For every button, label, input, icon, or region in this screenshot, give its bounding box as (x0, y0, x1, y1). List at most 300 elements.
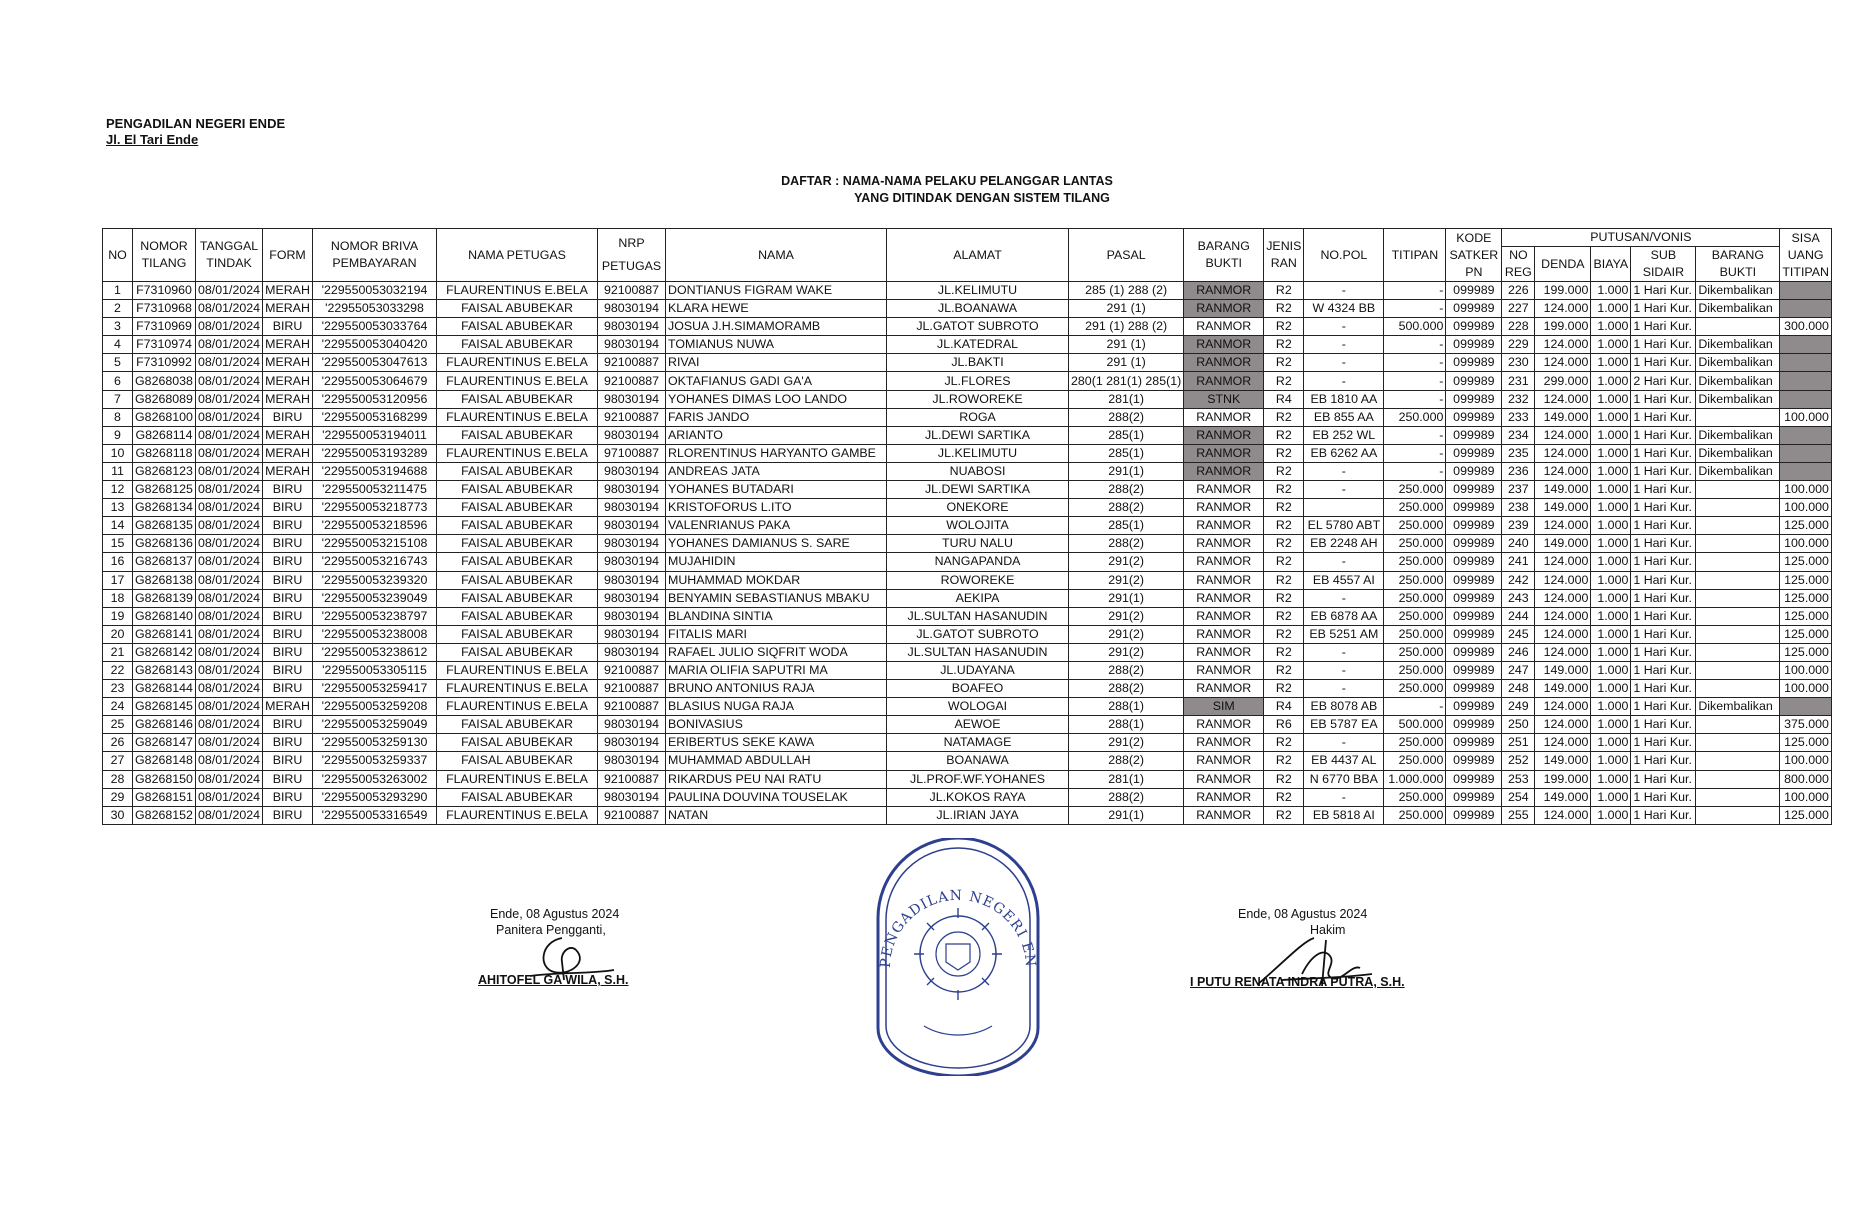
cell-nrp: 92100887 (598, 354, 666, 372)
cell-titipan: 250.000 (1384, 408, 1446, 426)
cell-form: BIRU (263, 680, 313, 698)
cell-bb (1696, 788, 1780, 806)
cell-no: 6 (103, 372, 133, 390)
cell-pasal: 291(2) (1069, 625, 1184, 643)
cell-jenis: R2 (1264, 589, 1304, 607)
cell-briva: '22955053033298 (313, 300, 437, 318)
cell-alamat: BOAFEO (887, 680, 1069, 698)
cell-tgl: 08/01/2024 (196, 535, 263, 553)
cell-nama: FARIS JANDO (666, 408, 887, 426)
cell-jenis: R2 (1264, 336, 1304, 354)
cell-tilang: G8268148 (133, 752, 196, 770)
cell-kode: 099989 (1446, 698, 1502, 716)
cell-nopol: - (1304, 553, 1384, 571)
cell-bukti: RANMOR (1184, 661, 1264, 679)
cell-no: 21 (103, 643, 133, 661)
cell-petugas: FAISAL ABUBEKAR (437, 625, 598, 643)
cell-sisa: 125.000 (1780, 734, 1832, 752)
table-row (103, 499, 1832, 517)
cell-bukti: RANMOR (1184, 426, 1264, 444)
cell-jenis: R2 (1264, 571, 1304, 589)
cell-nrp: 92100887 (598, 770, 666, 788)
cell-nopol: EB 6262 AA (1304, 444, 1384, 462)
cell-tilang: G8268089 (133, 390, 196, 408)
cell-form: MERAH (263, 300, 313, 318)
cell-sub: 1 Hari Kur. (1631, 354, 1696, 372)
cell-petugas: FAISAL ABUBEKAR (437, 734, 598, 752)
cell-nopol: - (1304, 372, 1384, 390)
cell-nrp: 98030194 (598, 517, 666, 535)
cell-nopol: EB 5818 AI (1304, 806, 1384, 824)
cell-nrp: 98030194 (598, 788, 666, 806)
cell-kode: 099989 (1446, 607, 1502, 625)
cell-form: BIRU (263, 770, 313, 788)
document-title (0, 173, 1874, 207)
cell-denda: 149.000 (1535, 535, 1591, 553)
cell-petugas: FAISAL ABUBEKAR (437, 535, 598, 553)
header-no: NO (103, 229, 133, 282)
cell-bukti: RANMOR (1184, 354, 1264, 372)
table-row (103, 354, 1832, 372)
table-row (103, 390, 1832, 408)
cell-no: 29 (103, 788, 133, 806)
cell-nama: BLANDINA SINTIA (666, 607, 887, 625)
cell-tilang: G8268140 (133, 607, 196, 625)
cell-denda: 124.000 (1535, 336, 1591, 354)
cell-alamat: WOLOJITA (887, 517, 1069, 535)
cell-form: MERAH (263, 462, 313, 480)
cell-titipan: - (1384, 462, 1446, 480)
cell-bukti: SIM (1184, 698, 1264, 716)
cell-jenis: R2 (1264, 680, 1304, 698)
cell-petugas: FLAURENTINUS E.BELA (437, 661, 598, 679)
cell-form: MERAH (263, 390, 313, 408)
table-row (103, 788, 1832, 806)
cell-bukti: RANMOR (1184, 770, 1264, 788)
cell-nrp: 98030194 (598, 300, 666, 318)
cell-kode: 099989 (1446, 408, 1502, 426)
cell-tgl: 08/01/2024 (196, 734, 263, 752)
cell-briva: '229550053040420 (313, 336, 437, 354)
cell-petugas: FAISAL ABUBEKAR (437, 462, 598, 480)
cell-briva: '229550053120956 (313, 390, 437, 408)
header-kode-satker: KODE SATKER PN (1446, 229, 1502, 282)
cell-pasal: 291(2) (1069, 607, 1184, 625)
cell-bukti: RANMOR (1184, 372, 1264, 390)
cell-biaya: 1.000 (1591, 752, 1631, 770)
cell-alamat: JL.KOKOS RAYA (887, 788, 1069, 806)
cell-nama: VALENRIANUS PAKA (666, 517, 887, 535)
cell-tgl: 08/01/2024 (196, 770, 263, 788)
cell-bukti: RANMOR (1184, 752, 1264, 770)
cell-petugas: FLAURENTINUS E.BELA (437, 408, 598, 426)
cell-sub: 1 Hari Kur. (1631, 680, 1696, 698)
cell-biaya: 1.000 (1591, 625, 1631, 643)
cell-alamat: JL.DEWI SARTIKA (887, 481, 1069, 499)
cell-bukti: RANMOR (1184, 716, 1264, 734)
header-nopol: NO.POL (1304, 229, 1384, 282)
cell-alamat: JL.SULTAN HASANUDIN (887, 643, 1069, 661)
cell-form: BIRU (263, 481, 313, 499)
cell-titipan: 250.000 (1384, 643, 1446, 661)
cell-bb (1696, 517, 1780, 535)
cell-tgl: 08/01/2024 (196, 698, 263, 716)
cell-tgl: 08/01/2024 (196, 643, 263, 661)
cell-sub: 1 Hari Kur. (1631, 390, 1696, 408)
cell-kode: 099989 (1446, 752, 1502, 770)
cell-briva: '229550053239049 (313, 589, 437, 607)
cell-denda: 124.000 (1535, 607, 1591, 625)
cell-sub: 1 Hari Kur. (1631, 752, 1696, 770)
cell-form: BIRU (263, 499, 313, 517)
cell-sub: 1 Hari Kur. (1631, 661, 1696, 679)
cell-form: BIRU (263, 661, 313, 679)
cell-nama: RIVAI (666, 354, 887, 372)
cell-kode: 099989 (1446, 462, 1502, 480)
cell-biaya: 1.000 (1591, 716, 1631, 734)
cell-alamat: JL.FLORES (887, 372, 1069, 390)
cell-reg: 248 (1502, 680, 1535, 698)
cell-nama: ERIBERTUS SEKE KAWA (666, 734, 887, 752)
cell-kode: 099989 (1446, 680, 1502, 698)
cell-titipan: - (1384, 444, 1446, 462)
header-biaya: BIAYA (1591, 247, 1631, 282)
cell-form: MERAH (263, 426, 313, 444)
cell-no: 13 (103, 499, 133, 517)
cell-no: 19 (103, 607, 133, 625)
header-sub-sidair: SUB SIDAIR (1631, 247, 1696, 282)
cell-jenis: R2 (1264, 535, 1304, 553)
cell-kode: 099989 (1446, 661, 1502, 679)
cell-form: BIRU (263, 517, 313, 535)
cell-petugas: FAISAL ABUBEKAR (437, 390, 598, 408)
cell-tgl: 08/01/2024 (196, 716, 263, 734)
cell-denda: 149.000 (1535, 680, 1591, 698)
cell-pasal: 288(2) (1069, 680, 1184, 698)
header-nrp-top: NRP (618, 236, 645, 250)
cell-sub: 1 Hari Kur. (1631, 788, 1696, 806)
cell-biaya: 1.000 (1591, 535, 1631, 553)
cell-no: 15 (103, 535, 133, 553)
cell-jenis: R2 (1264, 806, 1304, 824)
signature-right (1190, 906, 1405, 990)
cell-no: 20 (103, 625, 133, 643)
cell-alamat: JL.UDAYANA (887, 661, 1069, 679)
table-row (103, 408, 1832, 426)
cell-form: BIRU (263, 734, 313, 752)
cell-denda: 124.000 (1535, 444, 1591, 462)
cell-sisa (1780, 354, 1832, 372)
cell-biaya: 1.000 (1591, 318, 1631, 336)
cell-no: 14 (103, 517, 133, 535)
cell-reg: 241 (1502, 553, 1535, 571)
cell-jenis: R2 (1264, 354, 1304, 372)
cell-biaya: 1.000 (1591, 372, 1631, 390)
cell-biaya: 1.000 (1591, 444, 1631, 462)
cell-pasal: 288(1) (1069, 716, 1184, 734)
cell-nrp: 98030194 (598, 481, 666, 499)
cell-petugas: FAISAL ABUBEKAR (437, 517, 598, 535)
cell-jenis: R2 (1264, 499, 1304, 517)
cell-sub: 1 Hari Kur. (1631, 643, 1696, 661)
cell-tgl: 08/01/2024 (196, 788, 263, 806)
cell-form: MERAH (263, 282, 313, 300)
cell-pasal: 291(1) (1069, 806, 1184, 824)
cell-tilang: F7310969 (133, 318, 196, 336)
cell-nama: FITALIS MARI (666, 625, 887, 643)
cell-nrp: 98030194 (598, 752, 666, 770)
cell-biaya: 1.000 (1591, 426, 1631, 444)
cell-biaya: 1.000 (1591, 481, 1631, 499)
table-row (103, 589, 1832, 607)
cell-bukti: STNK (1184, 390, 1264, 408)
cell-pasal: 291 (1) (1069, 300, 1184, 318)
cell-bb (1696, 499, 1780, 517)
table-row (103, 680, 1832, 698)
cell-alamat: JL.BOANAWA (887, 300, 1069, 318)
cell-jenis: R4 (1264, 390, 1304, 408)
header-barang-bukti-vonis: BARANG BUKTI (1696, 247, 1780, 282)
cell-petugas: FLAURENTINUS E.BELA (437, 444, 598, 462)
signature-right-name: I PUTU RENATA INDRA PUTRA, S.H. (1190, 975, 1405, 989)
table-row (103, 517, 1832, 535)
cell-kode: 099989 (1446, 643, 1502, 661)
cell-nrp: 97100887 (598, 444, 666, 462)
cell-pasal: 285 (1) 288 (2) (1069, 282, 1184, 300)
cell-bb (1696, 661, 1780, 679)
cell-briva: '229550053032194 (313, 282, 437, 300)
cell-bukti: RANMOR (1184, 607, 1264, 625)
cell-titipan: 250.000 (1384, 625, 1446, 643)
cell-alamat: ROGA (887, 408, 1069, 426)
header-jenis-ran: JENIS RAN (1264, 229, 1304, 282)
cell-bb (1696, 481, 1780, 499)
cell-petugas: FAISAL ABUBEKAR (437, 788, 598, 806)
cell-nrp: 98030194 (598, 643, 666, 661)
cell-nrp: 98030194 (598, 462, 666, 480)
table-row (103, 806, 1832, 824)
cell-nopol: EB 6878 AA (1304, 607, 1384, 625)
cell-reg: 227 (1502, 300, 1535, 318)
cell-titipan: 250.000 (1384, 499, 1446, 517)
cell-titipan: 250.000 (1384, 734, 1446, 752)
cell-sisa: 125.000 (1780, 517, 1832, 535)
cell-no: 24 (103, 698, 133, 716)
cell-sisa (1780, 336, 1832, 354)
cell-nrp: 98030194 (598, 390, 666, 408)
cell-sisa (1780, 390, 1832, 408)
cell-nrp: 98030194 (598, 589, 666, 607)
header-putusan-vonis: PUTUSAN/VONIS (1502, 229, 1780, 247)
cell-jenis: R2 (1264, 752, 1304, 770)
cell-jenis: R2 (1264, 462, 1304, 480)
cell-jenis: R2 (1264, 770, 1304, 788)
cell-sisa: 125.000 (1780, 806, 1832, 824)
cell-tgl: 08/01/2024 (196, 282, 263, 300)
cell-tilang: G8268135 (133, 517, 196, 535)
cell-tilang: G8268114 (133, 426, 196, 444)
cell-no: 4 (103, 336, 133, 354)
cell-petugas: FLAURENTINUS E.BELA (437, 354, 598, 372)
cell-tilang: F7310968 (133, 300, 196, 318)
table-row (103, 462, 1832, 480)
cell-tilang: G8268134 (133, 499, 196, 517)
cell-tilang: G8268146 (133, 716, 196, 734)
cell-sisa: 125.000 (1780, 643, 1832, 661)
cell-sub: 1 Hari Kur. (1631, 300, 1696, 318)
cell-briva: '229550053259417 (313, 680, 437, 698)
cell-nrp: 98030194 (598, 553, 666, 571)
table-row (103, 625, 1832, 643)
cell-nrp: 98030194 (598, 734, 666, 752)
cell-sisa (1780, 372, 1832, 390)
cell-denda: 199.000 (1535, 770, 1591, 788)
cell-form: MERAH (263, 444, 313, 462)
cell-nama: ANDREAS JATA (666, 462, 887, 480)
cell-denda: 199.000 (1535, 282, 1591, 300)
cell-bb (1696, 716, 1780, 734)
cell-no: 8 (103, 408, 133, 426)
title-line-1: DAFTAR : NAMA-NAMA PELAKU PELANGGAR LANTAS (781, 174, 1113, 188)
cell-briva: '229550053218773 (313, 499, 437, 517)
cell-denda: 124.000 (1535, 698, 1591, 716)
cell-briva: '229550053316549 (313, 806, 437, 824)
cell-tilang: G8268139 (133, 589, 196, 607)
cell-reg: 245 (1502, 625, 1535, 643)
header-tanggal-tindak: TANGGAL TINDAK (196, 229, 263, 282)
cell-tgl: 08/01/2024 (196, 426, 263, 444)
cell-titipan: 250.000 (1384, 680, 1446, 698)
cell-jenis: R2 (1264, 444, 1304, 462)
cell-titipan: 250.000 (1384, 517, 1446, 535)
table-row (103, 607, 1832, 625)
table-row (103, 716, 1832, 734)
cell-biaya: 1.000 (1591, 661, 1631, 679)
cell-nrp: 98030194 (598, 318, 666, 336)
cell-nrp: 98030194 (598, 426, 666, 444)
cell-alamat: JL.SULTAN HASANUDIN (887, 607, 1069, 625)
cell-reg: 230 (1502, 354, 1535, 372)
cell-tgl: 08/01/2024 (196, 806, 263, 824)
cell-denda: 124.000 (1535, 390, 1591, 408)
cell-pasal: 291 (1) (1069, 336, 1184, 354)
cell-kode: 099989 (1446, 318, 1502, 336)
cell-biaya: 1.000 (1591, 553, 1631, 571)
cell-denda: 124.000 (1535, 426, 1591, 444)
cell-denda: 124.000 (1535, 354, 1591, 372)
table-row (103, 752, 1832, 770)
cell-jenis: R2 (1264, 318, 1304, 336)
cell-sub: 1 Hari Kur. (1631, 462, 1696, 480)
cell-sub: 1 Hari Kur. (1631, 589, 1696, 607)
cell-reg: 231 (1502, 372, 1535, 390)
cell-alamat: TURU NALU (887, 535, 1069, 553)
cell-sub: 1 Hari Kur. (1631, 336, 1696, 354)
cell-no: 25 (103, 716, 133, 734)
cell-denda: 124.000 (1535, 553, 1591, 571)
cell-tilang: G8268142 (133, 643, 196, 661)
cell-nopol: W 4324 BB (1304, 300, 1384, 318)
header-form: FORM (263, 229, 313, 282)
cell-no: 26 (103, 734, 133, 752)
cell-no: 23 (103, 680, 133, 698)
cell-sub: 1 Hari Kur. (1631, 806, 1696, 824)
cell-sisa: 125.000 (1780, 625, 1832, 643)
header-titipan: TITIPAN (1384, 229, 1446, 282)
cell-jenis: R2 (1264, 282, 1304, 300)
cell-denda: 299.000 (1535, 372, 1591, 390)
cell-no: 22 (103, 661, 133, 679)
cell-jenis: R2 (1264, 300, 1304, 318)
cell-no: 16 (103, 553, 133, 571)
cell-bukti: RANMOR (1184, 499, 1264, 517)
cell-sub: 1 Hari Kur. (1631, 535, 1696, 553)
cell-bb (1696, 589, 1780, 607)
header-barang-bukti: BARANG BUKTI (1184, 229, 1264, 282)
cell-tgl: 08/01/2024 (196, 499, 263, 517)
cell-sisa: 100.000 (1780, 788, 1832, 806)
cell-pasal: 285(1) (1069, 444, 1184, 462)
cell-pasal: 291(1) (1069, 462, 1184, 480)
cell-sub: 1 Hari Kur. (1631, 481, 1696, 499)
cell-bb (1696, 680, 1780, 698)
cell-nopol: - (1304, 462, 1384, 480)
cell-sisa: 100.000 (1780, 680, 1832, 698)
cell-briva: '229550053033764 (313, 318, 437, 336)
cell-denda: 199.000 (1535, 318, 1591, 336)
cell-jenis: R2 (1264, 625, 1304, 643)
cell-nopol: EB 252 WL (1304, 426, 1384, 444)
cell-petugas: FLAURENTINUS E.BELA (437, 282, 598, 300)
cell-nopol: N 6770 BBA (1304, 770, 1384, 788)
header-denda: DENDA (1535, 247, 1591, 282)
cell-bukti: RANMOR (1184, 444, 1264, 462)
cell-kode: 099989 (1446, 354, 1502, 372)
cell-bb (1696, 318, 1780, 336)
cell-briva: '229550053293290 (313, 788, 437, 806)
cell-nopol: - (1304, 661, 1384, 679)
cell-reg: 252 (1502, 752, 1535, 770)
cell-reg: 242 (1502, 571, 1535, 589)
cell-sisa (1780, 444, 1832, 462)
header-alamat: ALAMAT (887, 229, 1069, 282)
cell-bb: Dikembalikan (1696, 390, 1780, 408)
cell-pasal: 291 (1) (1069, 354, 1184, 372)
cell-reg: 250 (1502, 716, 1535, 734)
cell-nopol: - (1304, 481, 1384, 499)
cell-sub: 1 Hari Kur. (1631, 734, 1696, 752)
cell-briva: '229550053259130 (313, 734, 437, 752)
cell-kode: 099989 (1446, 390, 1502, 408)
cell-denda: 124.000 (1535, 643, 1591, 661)
cell-alamat: ROWOREKE (887, 571, 1069, 589)
cell-nama: MUHAMMAD MOKDAR (666, 571, 887, 589)
header-nomor-tilang: NOMOR TILANG (133, 229, 196, 282)
header-sisa-uang-titipan: SISA UANG TITIPAN (1780, 229, 1832, 282)
cell-jenis: R2 (1264, 661, 1304, 679)
cell-sisa: 125.000 (1780, 553, 1832, 571)
header-nrp-petugas (598, 229, 666, 282)
cell-kode: 099989 (1446, 734, 1502, 752)
cell-no: 2 (103, 300, 133, 318)
cell-no: 18 (103, 589, 133, 607)
cell-briva: '229550053194011 (313, 426, 437, 444)
cell-tgl: 08/01/2024 (196, 390, 263, 408)
cell-titipan: 250.000 (1384, 806, 1446, 824)
cell-bb (1696, 734, 1780, 752)
cell-sisa: 100.000 (1780, 752, 1832, 770)
court-header (106, 116, 285, 148)
